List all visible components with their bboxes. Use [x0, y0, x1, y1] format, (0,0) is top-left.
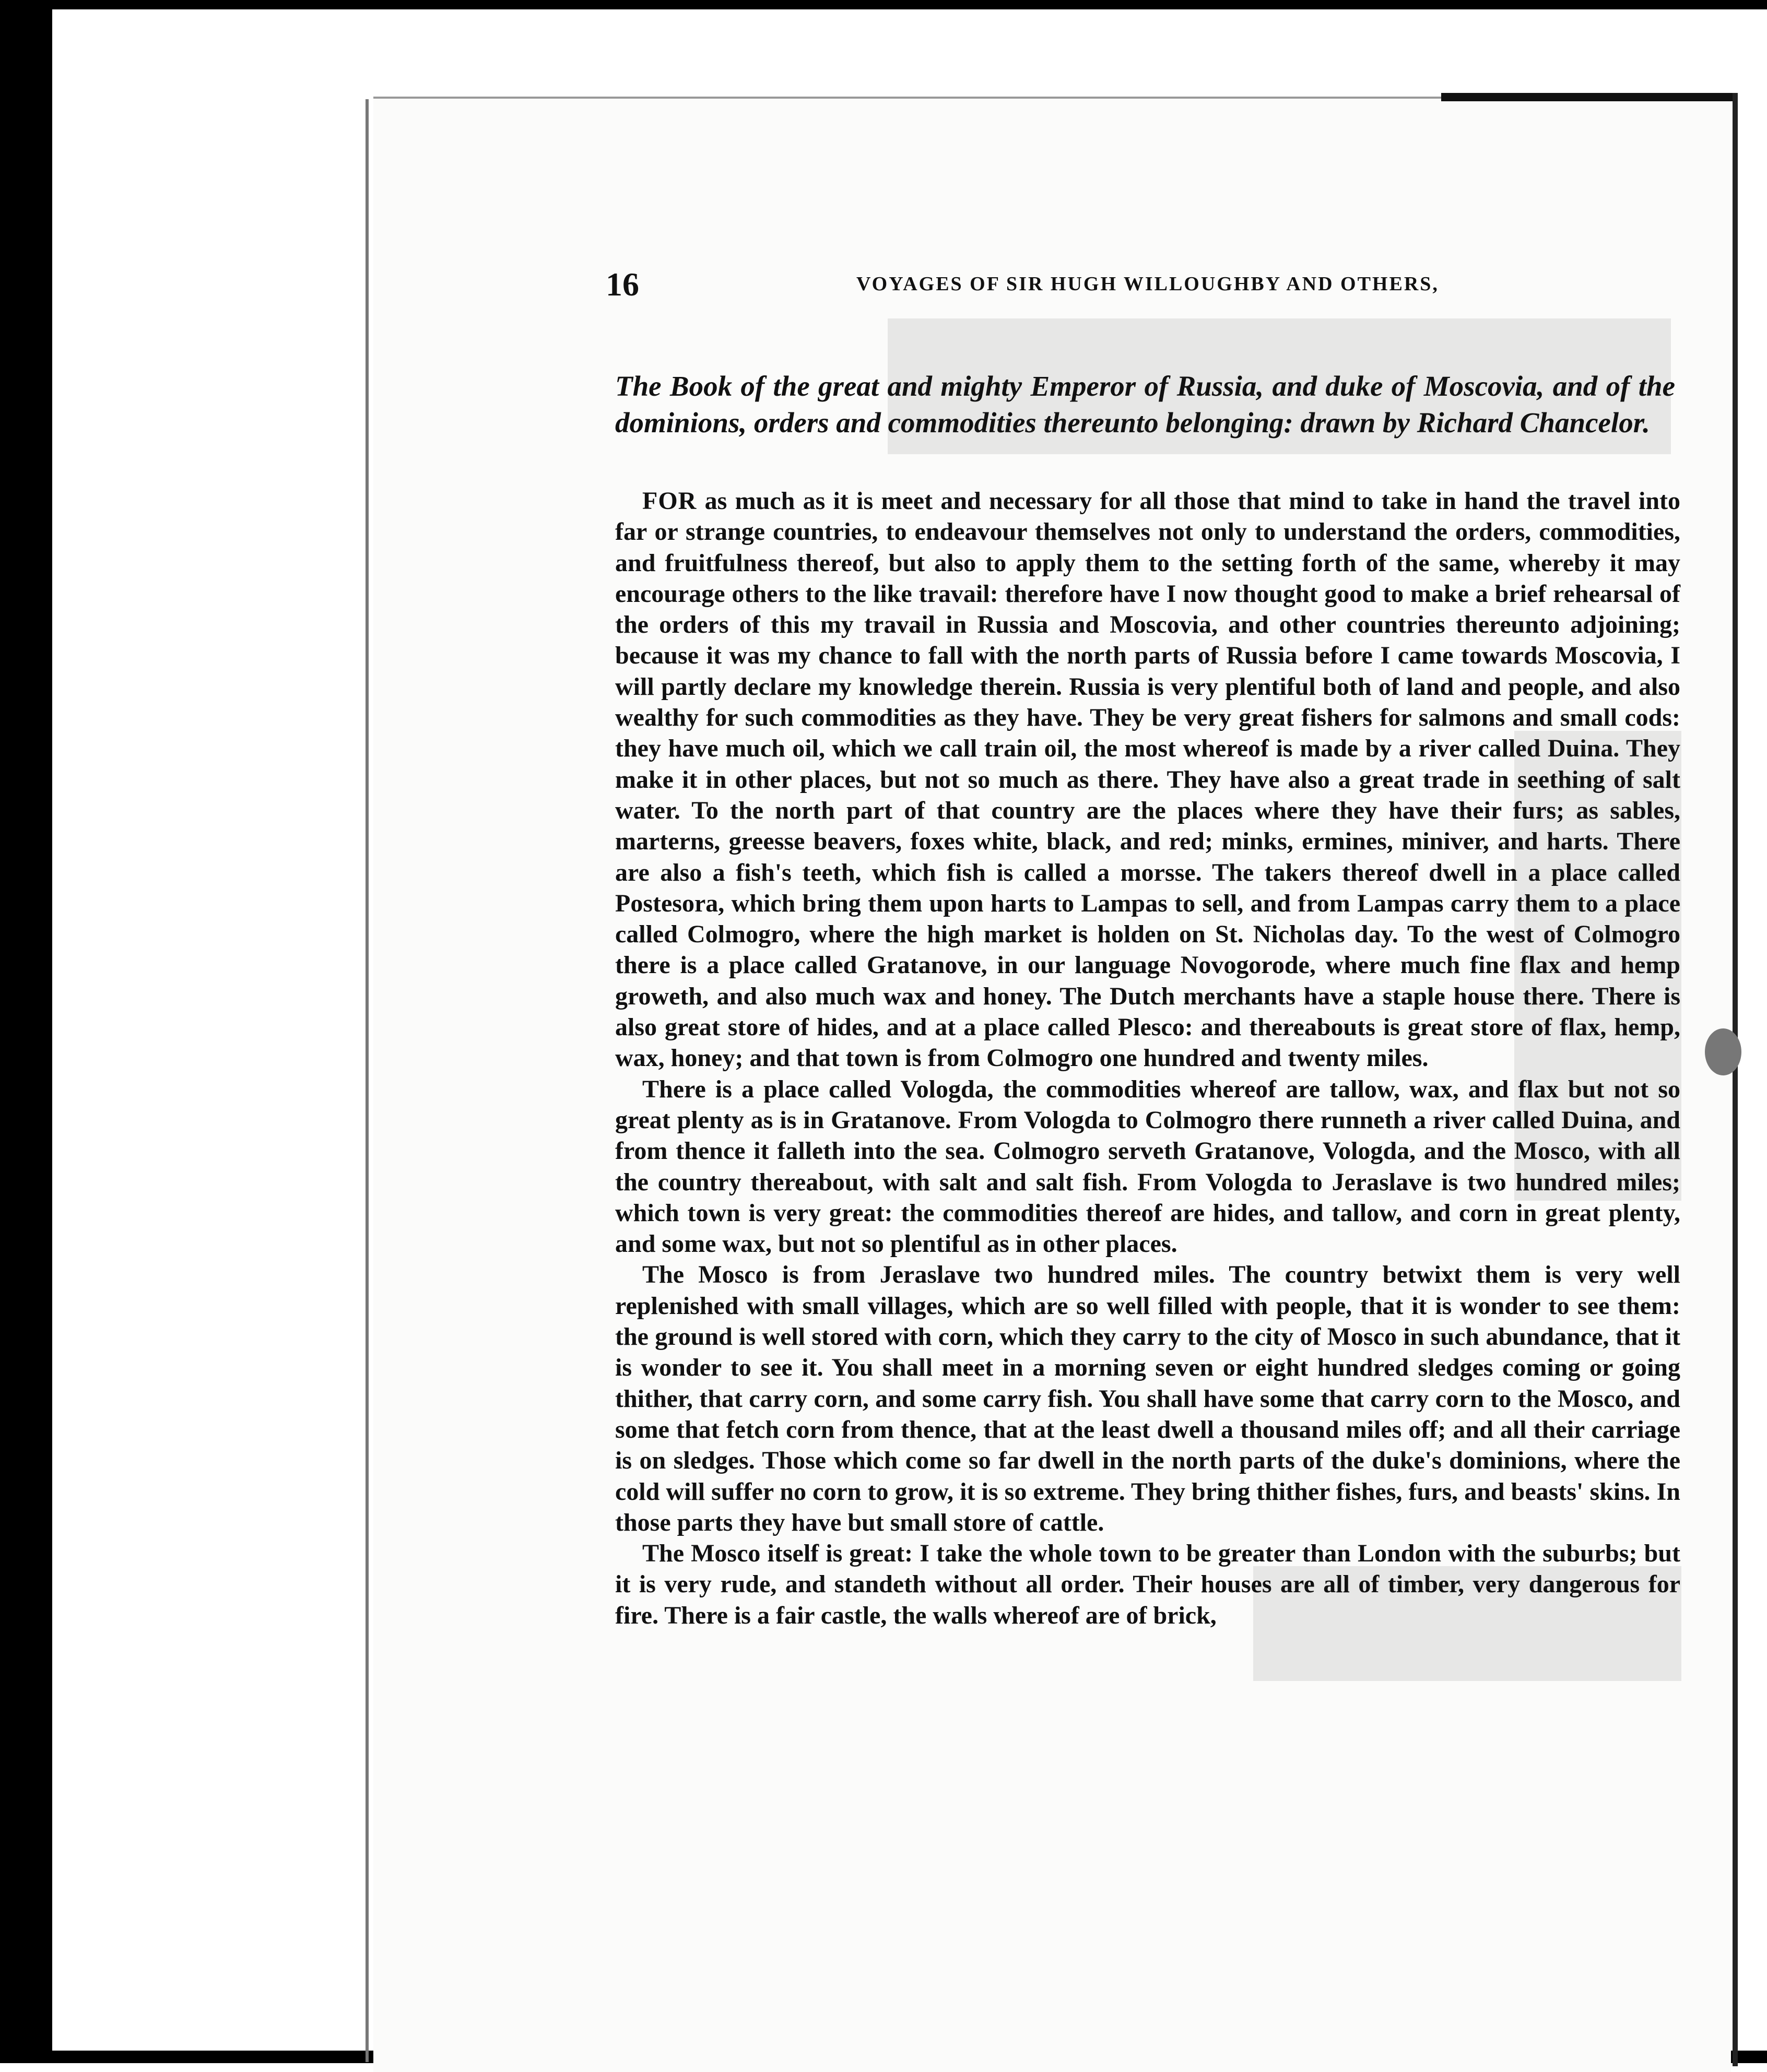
- running-head: [606, 261, 1692, 303]
- page-number: 16: [606, 266, 639, 303]
- paragraph: [615, 486, 1680, 1074]
- paragraph: The Mosco itself is great: I take the whole town to be greater than London with the suburbs; but it is very rude, and standeth without all order. Their houses are all of timber, very dangerous for fire. There is a fair castle, the walls whereof are of brick,: [615, 1540, 1680, 1629]
- scan-border-left: [0, 0, 52, 2063]
- section-title: The Book of the great and mighty Emperor of Russia, and duke of Moscovia, and of the dominions, orders and commodities thereunto belonging: drawn by Richard Chancelor.: [615, 370, 1675, 439]
- ink-blot: [1705, 1028, 1741, 1075]
- page-top-edge: [1441, 93, 1734, 101]
- ink-blot: [29, 1767, 36, 1786]
- page-right-edge: [1733, 93, 1738, 2066]
- running-title: VOYAGES OF SIR HUGH WILLOUGHBY AND OTHERS,: [856, 273, 1439, 295]
- page-stack-edge: [366, 99, 369, 2062]
- body-text: [615, 486, 1680, 1631]
- paragraph: There is a place called Vologda, the commodities whereof are tallow, wax, and flax but not so great plenty as is in Gratanove. From Vologda to Colmogro there runneth a river called Duina, and from thence it falleth into the sea. Colmogro serveth Gratanove, Vologda, and the Mosco, with all the country thereabout, with salt and salt fish. From Vologda to Jeraslave is two hundred miles; which town is very great: the commodities thereof are hides, and tallow, and corn in great plenty, and some wax, but not so plentiful as in other places.: [615, 1075, 1680, 1258]
- paragraph: The Mosco is from Jeraslave two hundred miles. The country betwixt them is very well replenished with small villages, which are so well filled with people, that it is wonder to see them: the ground is well stored with corn, which they carry to the city of Mosco in such abundance, that it is wonder to see it. You shall meet in a morning seven or eight hundred sledges coming or going thither, that carry corn, and some carry fish. You shall have some that carry corn to the Mosco, and some that fetch corn from thence, that at the least dwell a thousand miles off; and all their carriage is on sledges. Those which come so far dwell in the north parts of the duke's dominions, where the cold will suffer no corn to grow, it is so extreme. They bring thither fishes, furs, and beasts' skins. In those parts they have but small store of cattle.: [615, 1261, 1680, 1536]
- lead-word: FOR: [642, 487, 697, 515]
- paragraph-text: as much as it is meet and necessary for all those that mind to take in hand the travel into far or strange countries, to endeavour themselves not only to understand the orders, commodities, and fruitfulness thereof, but also to apply them to the setting forth of the same, whereby it may encourage others to the like travail: therefore have I now thought good to make a brief rehearsal of the orders of this my travail in Russia and Moscovia, and other countries thereunto adjoining; because it was my chance to fall with the north parts of Russia before I came towards Moscovia, I will partly declare my knowledge therein. Russia is very plentiful both of land and people, and also wealthy for such commodities as they have. They be very great fishers for salmons and small cods: they have much oil, which we call train oil, the most whereof is made by a river called Duina. They make it in other places, but not so much as there. They have also a great trade in seething of salt water. To the north part of that country are the places where they have their furs; as sables, marterns, greesse beavers, foxes white, black, and red; minks, ermines, miniver, and harts. There are also a fish's teeth, which fish is called a morsse. The takers thereof dwell in a place called Postesora, which bring them upon harts to Lampas to sell, and from Lampas carry them to a place called Colmogro, where the high market is holden on St. Nicholas day. To the west of Colmogro there is a place called Gratanove, in our language Novogorode, where much fine flax and hemp groweth, and also much wax and honey. The Dutch merchants have a staple house there. There is also great store of hides, and at a place called Plesco: and thereabouts is great store of flax, hemp, wax, honey; and that town is from Colmogro one hundred and twenty miles.: [615, 487, 1680, 1072]
- scan-border-top: [0, 0, 1767, 9]
